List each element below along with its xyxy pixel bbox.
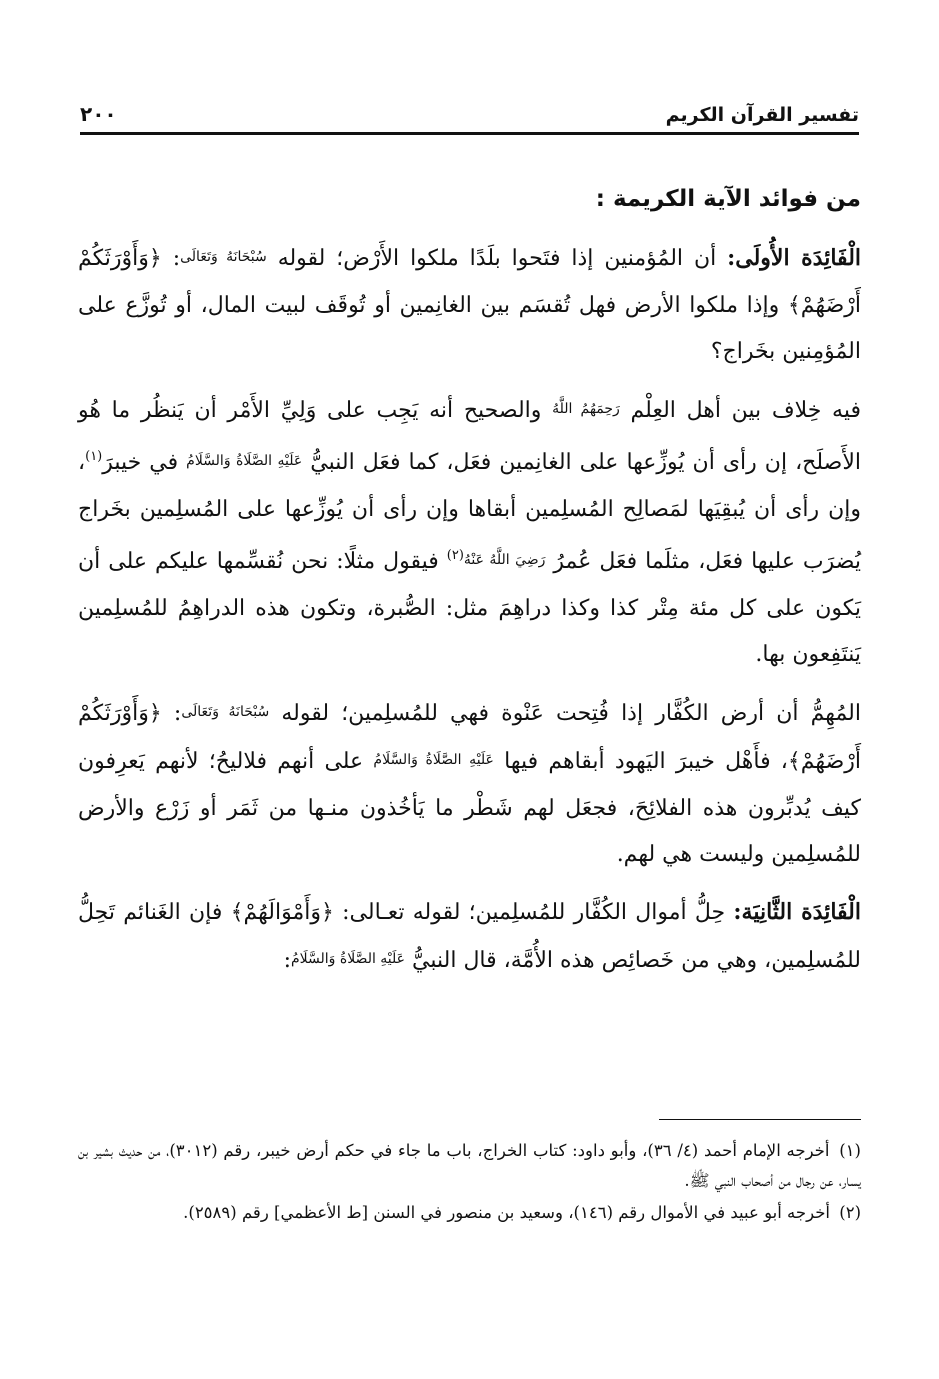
paragraph-text: أن المُؤمنين إذا فتَحوا بلَدًا ملكوا الأَرْض؛ لقوله (277, 246, 717, 271)
honorific: عَلَيْهِ الصَّلَاةُ وَالسَّلَامُ (186, 453, 303, 469)
footnotes (78, 1136, 861, 1230)
footnote-marker: (١) (839, 1141, 861, 1160)
paragraph-text: حِلُّ أموال الكُفَّار للمُسلِمين؛ لقوله تعـالى: ﴿وَأَمْوَالَهُمْ﴾ فإن الغَنائم تَحِلُّ للمُسلِمين، وهي من خَصائِص هذه الأُمَّة، قال النبيُّ (78, 899, 861, 973)
paragraph-text: في خيبرَ (102, 450, 179, 475)
footnote-ref-2[interactable]: (٢) (446, 548, 464, 563)
footnote-text: أخرجه الإمام أحمد (٤/ ٣٦)، وأبو داود: كتاب الخراج، باب ما جاء في حكم أرض خيبر، رقم (٣٠١٢)، من حديث بشير بن يسار، عن رجال من أصحاب النبي ﷺ. (78, 1141, 861, 1190)
honorific: رَضِيَ اللَّهُ عَنْهُ (463, 552, 546, 568)
paragraph-text: على أنهم فلاليحُ؛ لأنهم يَعرِفون كيف يُدبِّرون هذه الفلائِحَ، فجعَل لهم شَطْر ما يَأخُذون منـها من ثَمَر أو زَرْع والأرض للمُسلِمين وليست هي لهم. (78, 749, 861, 867)
page-number: ٢٠٠ (80, 102, 117, 126)
benefit-label: الْفَائِدَة الأُولَى: (727, 245, 862, 271)
paragraph-text: : (283, 948, 291, 973)
paragraph-second-benefit (78, 889, 861, 985)
paragraph-text: فيه خِلاف بين أهل العِلْم (630, 397, 862, 423)
footnote-ref-1[interactable]: (١) (85, 449, 103, 464)
footnote-divider (659, 1119, 861, 1120)
footnote-text: أخرجه أبو عبيد في الأموال رقم (١٤٦)، وسعيد بن منصور في السنن [ط الأعظمي] رقم (٢٥٨٩). (183, 1203, 830, 1222)
paragraph-text: : ﴿وَأَوْرَثَكُمْ أَرْضَهُمْ﴾، فأَهْل خيبرَ اليَهود أبقاهم فيها (78, 700, 861, 774)
main-text (78, 176, 861, 995)
footnote-2 (78, 1198, 861, 1228)
paragraph-conquered-land (78, 689, 861, 879)
paragraph-first-benefit (78, 234, 861, 376)
paragraph-text: فيقول مثلًا: نحن نُقسِّمها عليكم على أن يَكون على كل مئة مِتْر كذا وكذا دراهِمَ مثل: الصُّبرة، وتكون هذه الدراهِمُ للمُسلِمين يَنتَفِعون بها. (78, 549, 861, 667)
benefit-label: الْفَائِدَة الثَّانِيَة: (733, 898, 861, 925)
section-heading: من فوائد الآية الكريمة : (595, 186, 861, 212)
paragraph-disagreement (78, 386, 861, 679)
running-header (80, 92, 859, 135)
book-title: تفسير القرآن الكريم (665, 104, 859, 126)
footnote-marker: (٢) (839, 1203, 861, 1222)
honorific: رَحِمَهُمُ اللَّهُ (552, 400, 620, 417)
honorific: عَلَيْهِ الصَّلَاةُ وَالسَّلَامُ (290, 951, 406, 967)
honorific: سُبْحَانَهُ وَتَعَالَى (180, 249, 267, 265)
honorific: سُبْحَانَهُ وَتَعَالَى (181, 703, 270, 720)
paragraph-text: المُهِمُّ أن أرض الكُفَّار إذا فُتِحت عَنْوة فهي للمُسلِمين؛ لقوله (281, 700, 861, 726)
honorific: عَلَيْهِ الصَّلَاةُ وَالسَّلَامُ (373, 752, 494, 768)
footnote-1 (78, 1136, 861, 1196)
paragraph-text: : ﴿وَأَوْرَثَكُمْ أَرْضَهُمْ﴾ وإذا ملكوا الأرض فهل تُقسَم بين الغانِمين أو تُوقَف لبيت المال، أو تُوزَّع على المُؤمِنين بخَراج؟ (78, 246, 861, 364)
paragraph-text: والصحيح أنه يَجِب على وَلِيِّ الأَمْر أن يَنظُر ما هُو الأَصلَح، إن رأى أن يُوزِّعها على الغانِمين فعَل، كما فعَل النبيُّ (78, 397, 861, 475)
paragraph-text: ، وإن رأى أن يُبقِيَها لمَصالِح المُسلِمين أبقاها وإن رأى أن يُوزِّعها على المُسلِمين بخَراج يُضرَب عليها فعَل، مثلَما فعَل عُمرُ (78, 450, 861, 574)
